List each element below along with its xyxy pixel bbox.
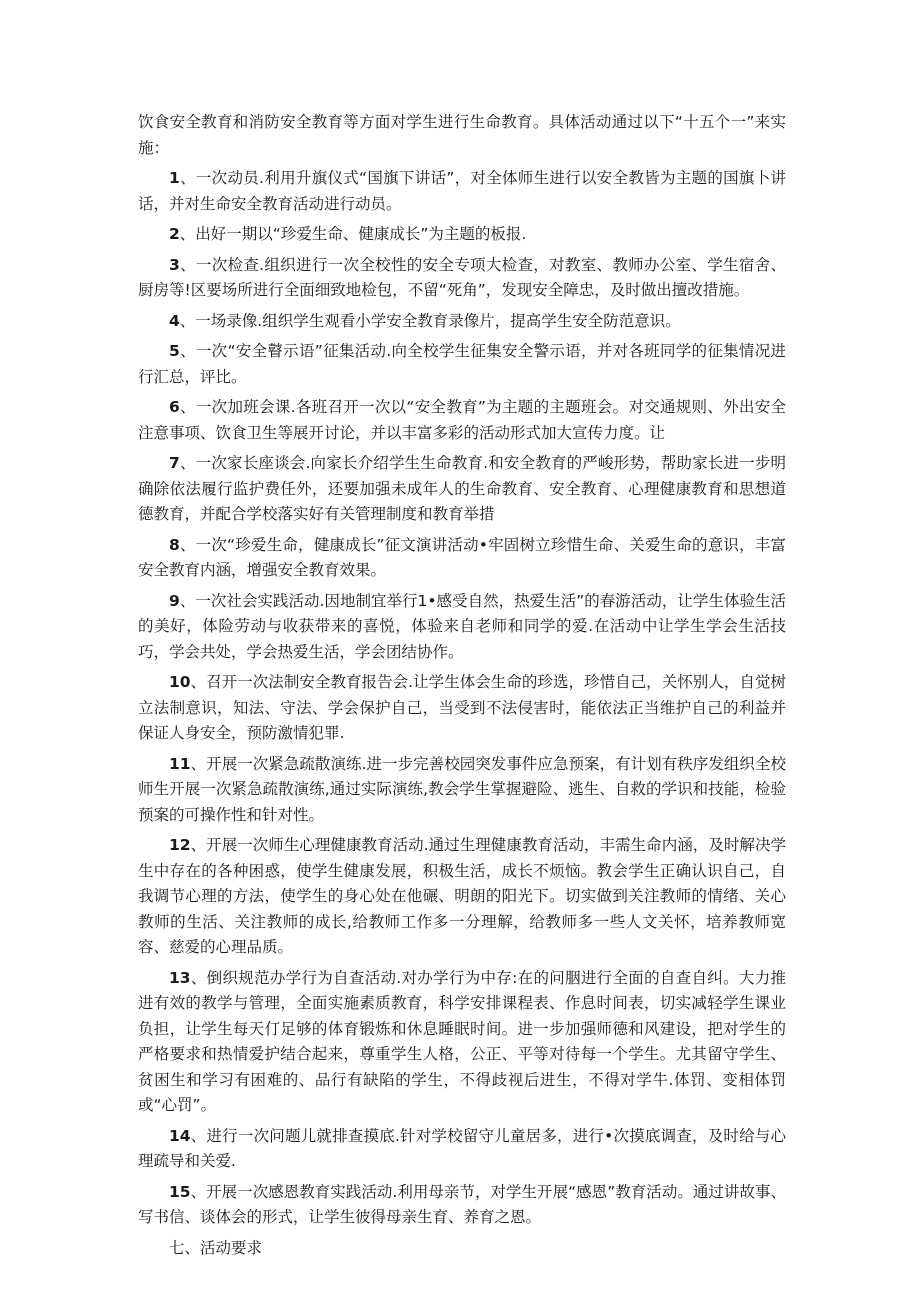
activity-item bbox=[138, 451, 786, 528]
activity-number: 14 bbox=[169, 1126, 191, 1145]
activity-item bbox=[138, 1180, 786, 1231]
activity-text: 、一次“珍爱生命，健康成长”征文演讲活动•牢固树立珍惜生命、关爱生命的意识，丰富安全教育内涵，增强安全教育效果。 bbox=[138, 535, 786, 579]
activity-text: 、一场录像.组织学生观看小学安全教育录像片，提高学生安全防范意识。 bbox=[179, 311, 681, 330]
activity-item bbox=[138, 752, 786, 829]
activity-text: 、倒织规范办学行为自查活动.对办学行为中存:在的问胭进行全面的自查自纠。大力推进有效的教学与管理，全面实施素质教育，科学安排课程表、作息时间表，切实减轻学生课业负担，让学生每天仃足够的体育锻炼和休息睡眠时间。进一步加强师德和风建设，把对学生的严格要求和热情爱护结合起来，尊重学生人格，公正、平等对待每一个学生。尤其留守学生、贫困生和学习有困难的、品行有缺陷的学生，不得歧视后进生，不得对学牛.体罚、变相体罚或“心罚”。 bbox=[138, 968, 786, 1114]
activity-number: 2 bbox=[169, 225, 180, 243]
activity-number: 4 bbox=[169, 311, 180, 330]
section-heading: 七、活动要求 bbox=[169, 1238, 263, 1257]
activity-number: 1 bbox=[169, 169, 180, 187]
activity-item bbox=[138, 253, 786, 304]
activity-text: 、开展一次紧急疏散演练.进一步完善校园突发事件应急预案，有计划有秩序发组织全校师生开展一次紧急疏散演练,通过实际演练,教会学生掌握避险、逃生、自救的学识和技能，检验预案的可操作性和针对性。 bbox=[138, 754, 786, 824]
activity-item bbox=[138, 395, 786, 446]
activity-text: 、一次“安全瞽示语”征集活动.向全校学生征集安全警示语，并对各班同学的征集情况进行汇总，评比。 bbox=[138, 342, 786, 386]
activity-number: 11 bbox=[169, 754, 191, 773]
activity-text: 、一次动员.利用升旗仪式“国旗下讲话”，对全体师生进行以安全教皆为主题的国旗卜讲话，并对生命安全教育活动进行动员。 bbox=[138, 169, 786, 213]
intro-paragraph: 饮食安全教育和消防安全教育等方面对学生进行生命教育。具体活动通过以下“十五个一”来实施： bbox=[138, 113, 786, 157]
activity-item bbox=[138, 339, 786, 390]
activity-item bbox=[138, 533, 786, 584]
activity-number: 3 bbox=[169, 255, 180, 274]
activity-text: 、进行一次问题儿就排查摸底.针对学校留守儿童居多，进行•次摸底调查，及时给与心理疏导和关爱. bbox=[138, 1126, 786, 1170]
activity-number: 7 bbox=[169, 454, 180, 472]
activity-text: 、一次检查.组织进行一次全校性的安全专项大检查，对教室、教师办公室、学生宿舍、厨房等!区要场所进行全面细致地检包，不留“死角”，发现安全障忠，及时做出擅改措施。 bbox=[138, 255, 786, 299]
activity-item bbox=[138, 1124, 786, 1175]
activity-item bbox=[138, 589, 786, 666]
activity-item bbox=[138, 222, 786, 248]
activity-number: 6 bbox=[169, 398, 180, 416]
activity-item bbox=[138, 966, 786, 1119]
activity-item bbox=[138, 833, 786, 961]
activity-number: 10 bbox=[169, 673, 191, 691]
activity-number: 5 bbox=[169, 342, 180, 360]
activity-text: 、开展一次感恩教育实践活动.利用母亲节，对学生开展“感恩”教育活动。通过讲故事、写书信、谈体会的形式，让学生彼得母亲生育、养育之恩。 bbox=[138, 1182, 786, 1226]
activity-number: 12 bbox=[169, 836, 191, 854]
activity-text: 、开展一次师生心理健康教育活动.通过生理健康教育活动，丰需生命内涵，及时解决学生中存在的各种困惑，使学生健康发展，积极生活，成长不烦恼。教会学生正确认识自己，自我调节心理的方法，使学生的身心处在他碾、明朗的阳光下。切实做到关注教师的情绪、关心教师的生活、关注教师的成长,给教师工作多一分理解，给教师多一些人文关怀，培养教师宽容、慈爱的心理品质。 bbox=[138, 836, 786, 956]
document-page bbox=[138, 110, 786, 1261]
activity-text: 、出好一期以“珍爱生命、健康成长”为主题的板报. bbox=[179, 225, 527, 243]
activity-text: 、一次家长座谈会.向家长介绍学生生命教育.和安全教育的严峻形势，帮助家长进一步明确除依法履行监护费任外，还要加强未成年人的生命教育、安全教育、心理健康教育和思想道德教育，并配合学校落实好有关管理制度和教育举措 bbox=[138, 454, 786, 523]
activity-item bbox=[138, 309, 786, 335]
activity-item bbox=[138, 166, 786, 217]
activity-number: 13 bbox=[169, 968, 191, 987]
activity-text: 、召开一次法制安全教育报告会.让学生体会生命的珍选，珍惜自己，关怀别人，自觉树立法制意识，知法、守法、学会保护自己，当受到不法侵害时，能依法正当维护自己的利益并保证人身安全，预防激情犯罪. bbox=[138, 673, 786, 742]
activity-item bbox=[138, 670, 786, 747]
activity-number: 15 bbox=[169, 1182, 191, 1201]
activity-list bbox=[138, 166, 786, 1231]
activity-number: 8 bbox=[169, 535, 180, 554]
activity-text: 、一次社会实践活动.因地制宜举行1•感受自然，热爱生活”的春游活动，让学生体验生活的美好，体险劳动与收获带来的喜悦，体验来自老师和同学的爱.在活动中让学生学会生活技巧，学会共处，学会热爱生活，学会团结协作。 bbox=[138, 591, 786, 661]
activity-number: 9 bbox=[169, 591, 180, 610]
activity-text: 、一次加班会课.各班召开一次以“安全教育”为主题的主题班会。对交通规则、外出安全注意事项、饮食卫生等展开讨论，并以丰富多彩的活动形式加大宣传力度。让 bbox=[138, 398, 786, 442]
